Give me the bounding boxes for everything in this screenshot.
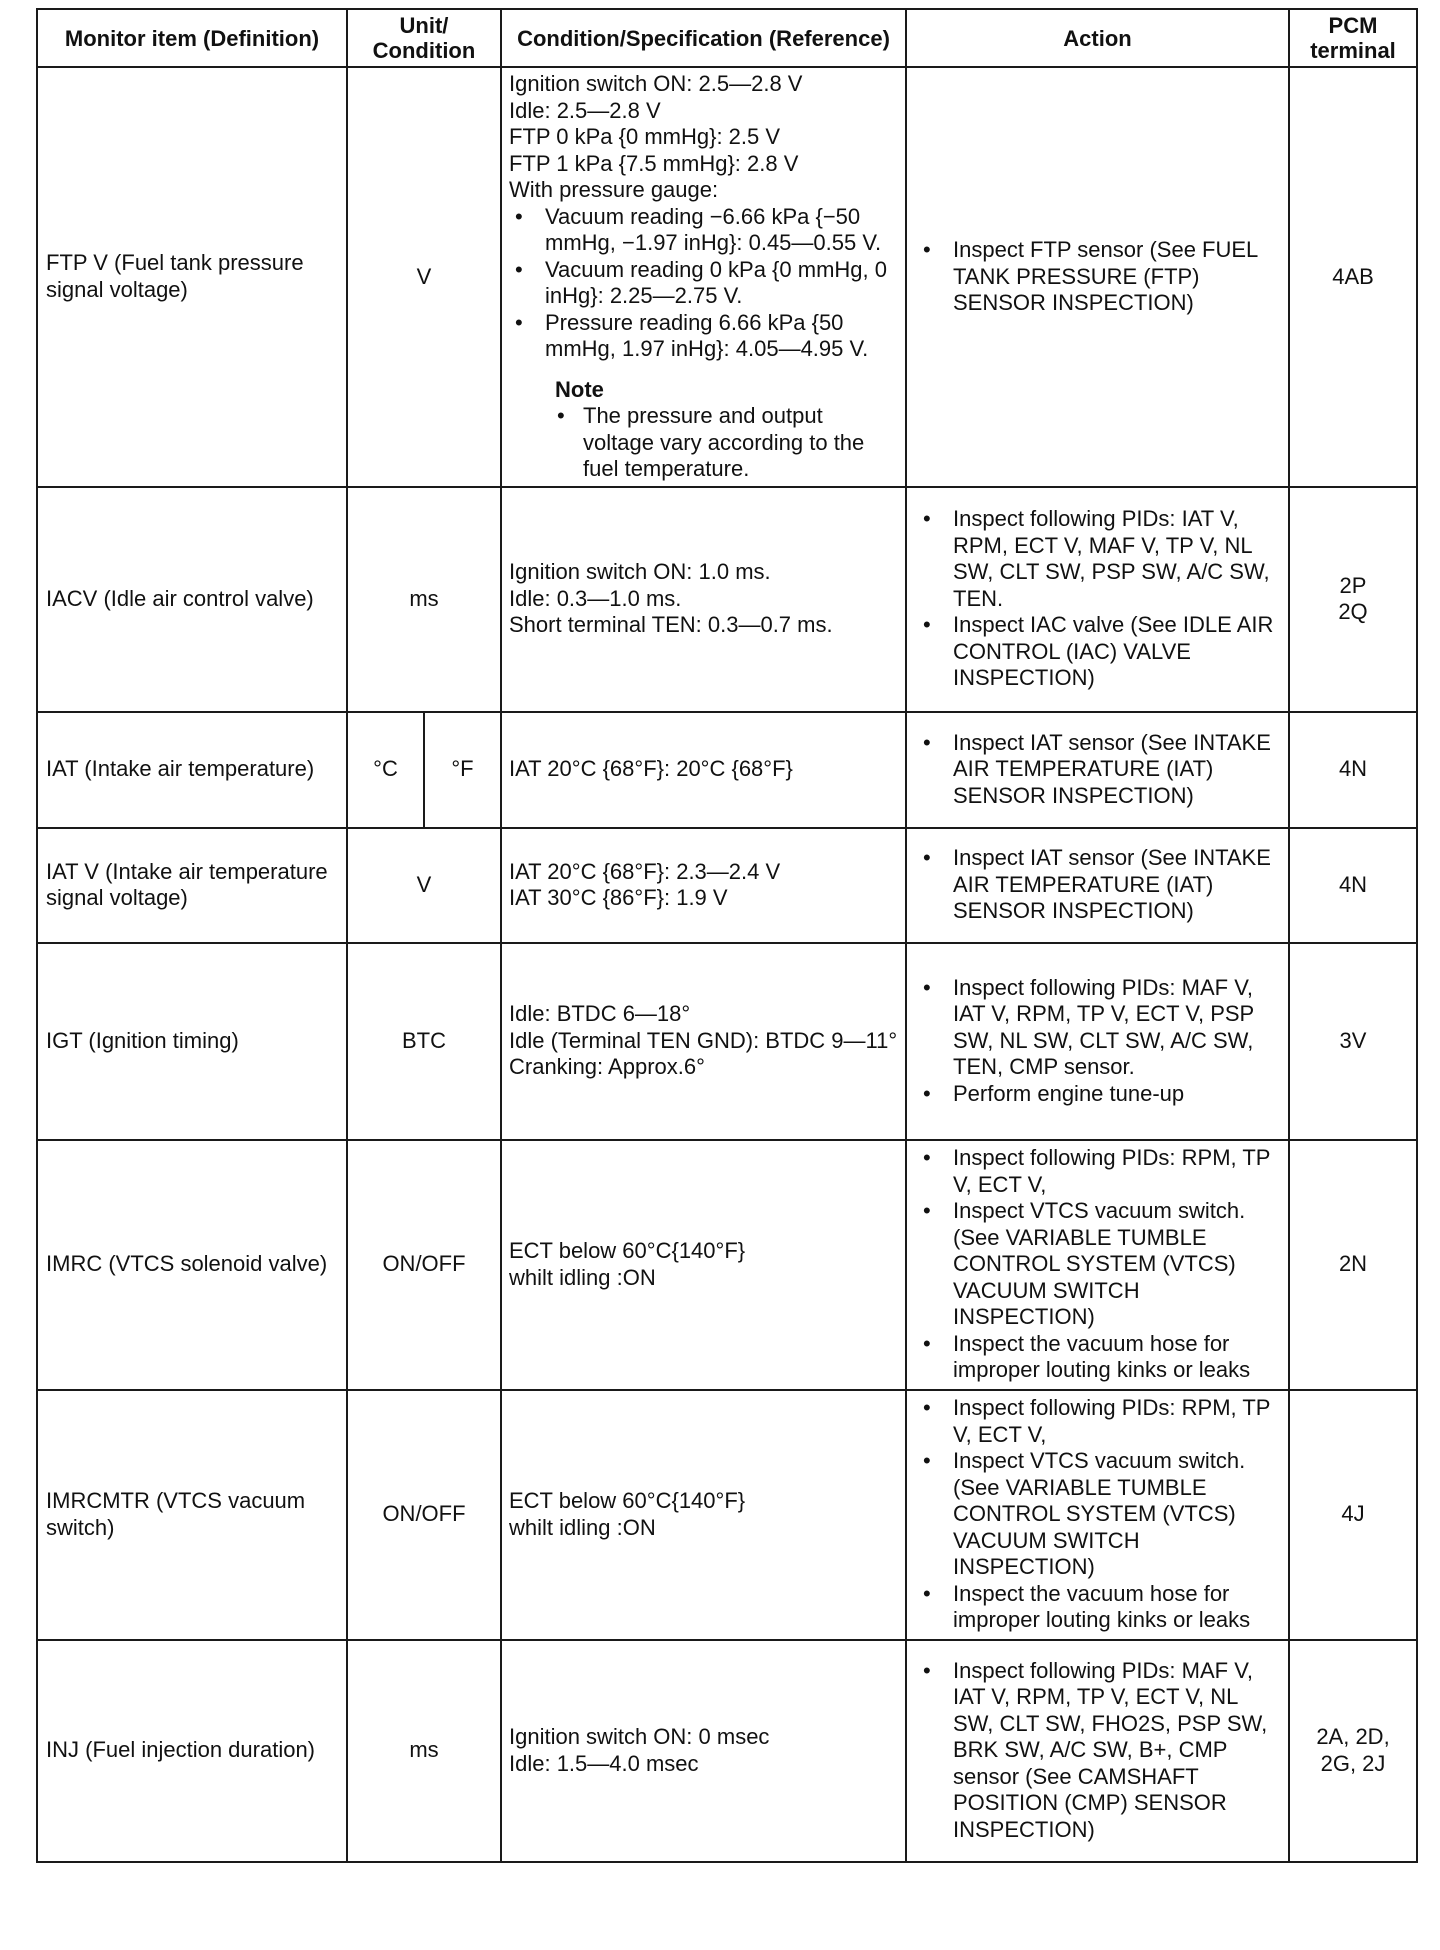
condition-cell bbox=[501, 67, 906, 487]
action-bullet: • Inspect IAT sensor (See INTAKE AIR TEMPERATURE (IAT) SENSOR INSPECTION) bbox=[917, 730, 1281, 810]
action-bullet: • Inspect the vacuum hose for improper louting kinks or leaks bbox=[917, 1581, 1281, 1634]
condition-line: With pressure gauge: bbox=[509, 177, 719, 202]
condition-line: ECT below 60°C{140°F} bbox=[509, 1238, 746, 1263]
action-cell bbox=[906, 1390, 1289, 1640]
condition-line: Ignition switch ON: 1.0 ms. bbox=[509, 559, 771, 585]
condition-cell bbox=[501, 1390, 906, 1640]
action-bullet: • Inspect IAT sensor (See INTAKE AIR TEMPERATURE (IAT) SENSOR INSPECTION) bbox=[917, 845, 1281, 925]
condition-line: Idle: BTDC 6—18° bbox=[509, 1001, 691, 1027]
action-bullet: • Inspect FTP sensor (See FUEL TANK PRESSURE (FTP) SENSOR INSPECTION) bbox=[917, 237, 1281, 317]
table-row bbox=[37, 828, 1417, 943]
action-bullet: • Inspect following PIDs: MAF V, IAT V, RPM, TP V, ECT V, NL SW, CLT SW, FHO2S, PSP SW, BRK SW, A/C SW, B+, CMP sensor (See CAMSHAFT POSITION (CMP) SENSOR INSPECTION) bbox=[917, 1658, 1281, 1844]
condition-cell bbox=[501, 487, 906, 712]
condition-cell bbox=[501, 1640, 906, 1862]
condition-cell bbox=[501, 1140, 906, 1390]
pcm-terminal-cell: 2N bbox=[1289, 1140, 1417, 1390]
action-cell bbox=[906, 1640, 1289, 1862]
note-bullet: • The pressure and output voltage vary according to the fuel temperature. bbox=[555, 403, 898, 483]
condition-line: FTP 1 kPa {7.5 mmHg}: 2.8 V bbox=[509, 150, 799, 176]
action-bullet: • Inspect VTCS vacuum switch. (See VARIABLE TUMBLE CONTROL SYSTEM (VTCS) VACUUM SWITCH INSPECTION) bbox=[917, 1198, 1281, 1331]
condition-line: Ignition switch ON: 2.5—2.8 V bbox=[509, 71, 803, 96]
condition-line: Idle: 0.3—1.0 ms. bbox=[509, 585, 682, 611]
monitor-item-cell: IACV (Idle air control valve) bbox=[37, 487, 347, 712]
condition-line: Short terminal TEN: 0.3—0.7 ms. bbox=[509, 612, 833, 638]
condition-line: whilt idling :ON bbox=[509, 1264, 656, 1290]
table-row bbox=[37, 1640, 1417, 1862]
header-pcm-terminal: PCM terminal bbox=[1289, 9, 1417, 67]
table-row bbox=[37, 67, 1417, 487]
condition-line: IAT 30°C {86°F}: 1.9 V bbox=[509, 885, 728, 910]
action-bullet: • Inspect following PIDs: RPM, TP V, ECT V, bbox=[917, 1395, 1281, 1448]
monitor-item-cell: IMRCMTR (VTCS vacuum switch) bbox=[37, 1390, 347, 1640]
condition-line: Idle: 1.5—4.0 msec bbox=[509, 1750, 699, 1776]
action-bullet-list bbox=[917, 730, 1281, 810]
header-action: Action bbox=[906, 9, 1289, 67]
action-bullet-list bbox=[917, 506, 1281, 692]
condition-cell bbox=[501, 712, 906, 828]
action-bullet: • Inspect following PIDs: IAT V, RPM, ECT V, MAF V, TP V, NL SW, CLT SW, PSP SW, A/C SW, TEN. bbox=[917, 506, 1281, 612]
action-cell bbox=[906, 943, 1289, 1140]
action-bullet-list bbox=[917, 1658, 1281, 1844]
action-bullet-list bbox=[917, 1145, 1281, 1384]
action-bullet: • Inspect IAC valve (See IDLE AIR CONTROL (IAC) VALVE INSPECTION) bbox=[917, 612, 1281, 692]
unit-cell: ms bbox=[347, 1640, 501, 1862]
action-bullet-list bbox=[917, 845, 1281, 925]
unit-cell: ON/OFF bbox=[347, 1140, 501, 1390]
condition-bullet-list bbox=[509, 204, 898, 363]
table-row bbox=[37, 943, 1417, 1140]
monitor-item-cell: FTP V (Fuel tank pressure signal voltage) bbox=[37, 67, 347, 487]
condition-line: FTP 0 kPa {0 mmHg}: 2.5 V bbox=[509, 124, 781, 149]
condition-line: Cranking: Approx.6° bbox=[509, 1054, 705, 1080]
monitor-item-table-page bbox=[36, 8, 1418, 1863]
unit-cell: ON/OFF bbox=[347, 1390, 501, 1640]
condition-bullet: • Vacuum reading 0 kPa {0 mmHg, 0 inHg}: 2.25—2.75 V. bbox=[509, 257, 898, 310]
table-row bbox=[37, 1140, 1417, 1390]
pcm-terminal-cell: 4J bbox=[1289, 1390, 1417, 1640]
condition-bullet: • Pressure reading 6.66 kPa {50 mmHg, 1.97 inHg}: 4.05—4.95 V. bbox=[509, 310, 898, 363]
pcm-terminal-cell: 4AB bbox=[1289, 67, 1417, 487]
action-bullet-list bbox=[917, 975, 1281, 1108]
action-cell bbox=[906, 1140, 1289, 1390]
monitor-item-cell: IGT (Ignition timing) bbox=[37, 943, 347, 1140]
pcm-terminal-cell: 4N bbox=[1289, 828, 1417, 943]
action-bullet: • Perform engine tune-up bbox=[917, 1081, 1281, 1108]
header-condition-specification: Condition/Specification (Reference) bbox=[501, 9, 906, 67]
action-bullet: • Inspect following PIDs: MAF V, IAT V, RPM, TP V, ECT V, PSP SW, NL SW, CLT SW, A/C SW, TEN, CMP sensor. bbox=[917, 975, 1281, 1081]
action-bullet: • Inspect following PIDs: RPM, TP V, ECT V, bbox=[917, 1145, 1281, 1198]
unit-fahrenheit-cell: °F bbox=[424, 712, 501, 828]
action-bullet-list bbox=[917, 237, 1281, 317]
table-row bbox=[37, 487, 1417, 712]
condition-line: ECT below 60°C{140°F} bbox=[509, 1488, 746, 1513]
monitor-item-table bbox=[36, 8, 1418, 1863]
pcm-terminal-cell: 2P 2Q bbox=[1289, 487, 1417, 712]
unit-cell: V bbox=[347, 828, 501, 943]
condition-line: Ignition switch ON: 0 msec bbox=[509, 1724, 770, 1749]
condition-line: whilt idling :ON bbox=[509, 1514, 656, 1540]
pcm-terminal-cell: 4N bbox=[1289, 712, 1417, 828]
action-bullet: • Inspect VTCS vacuum switch. (See VARIABLE TUMBLE CONTROL SYSTEM (VTCS) VACUUM SWITCH INSPECTION) bbox=[917, 1448, 1281, 1581]
monitor-item-cell: INJ (Fuel injection duration) bbox=[37, 1640, 347, 1862]
action-cell bbox=[906, 828, 1289, 943]
monitor-item-cell: IAT V (Intake air temperature signal voltage) bbox=[37, 828, 347, 943]
header-unit-condition: Unit/ Condition bbox=[347, 9, 501, 67]
table-row bbox=[37, 712, 1417, 828]
note-block bbox=[509, 377, 898, 483]
monitor-item-cell: IAT (Intake air temperature) bbox=[37, 712, 347, 828]
unit-cell: V bbox=[347, 67, 501, 487]
condition-line: Idle: 2.5—2.8 V bbox=[509, 97, 661, 123]
action-cell bbox=[906, 67, 1289, 487]
condition-cell bbox=[501, 943, 906, 1140]
unit-cell: BTC bbox=[347, 943, 501, 1140]
header-monitor-item: Monitor item (Definition) bbox=[37, 9, 347, 67]
action-bullet-list bbox=[917, 1395, 1281, 1634]
condition-line: Idle (Terminal TEN GND): BTDC 9—11° bbox=[509, 1027, 898, 1053]
note-title: Note bbox=[555, 376, 604, 402]
note-bullet-list bbox=[555, 403, 898, 483]
table-header-row bbox=[37, 9, 1417, 67]
monitor-item-cell: IMRC (VTCS solenoid valve) bbox=[37, 1140, 347, 1390]
action-cell bbox=[906, 712, 1289, 828]
pcm-terminal-cell: 3V bbox=[1289, 943, 1417, 1140]
pcm-terminal-cell: 2A, 2D, 2G, 2J bbox=[1289, 1640, 1417, 1862]
table-row bbox=[37, 1390, 1417, 1640]
unit-cell: ms bbox=[347, 487, 501, 712]
action-bullet: • Inspect the vacuum hose for improper louting kinks or leaks bbox=[917, 1331, 1281, 1384]
condition-line: IAT 20°C {68°F}: 2.3—2.4 V bbox=[509, 858, 781, 884]
condition-bullet: • Vacuum reading −6.66 kPa {−50 mmHg, −1.97 inHg}: 0.45—0.55 V. bbox=[509, 204, 898, 257]
condition-cell bbox=[501, 828, 906, 943]
condition-line: IAT 20°C {68°F}: 20°C {68°F} bbox=[509, 756, 793, 782]
action-cell bbox=[906, 487, 1289, 712]
unit-celsius-cell: °C bbox=[347, 712, 424, 828]
